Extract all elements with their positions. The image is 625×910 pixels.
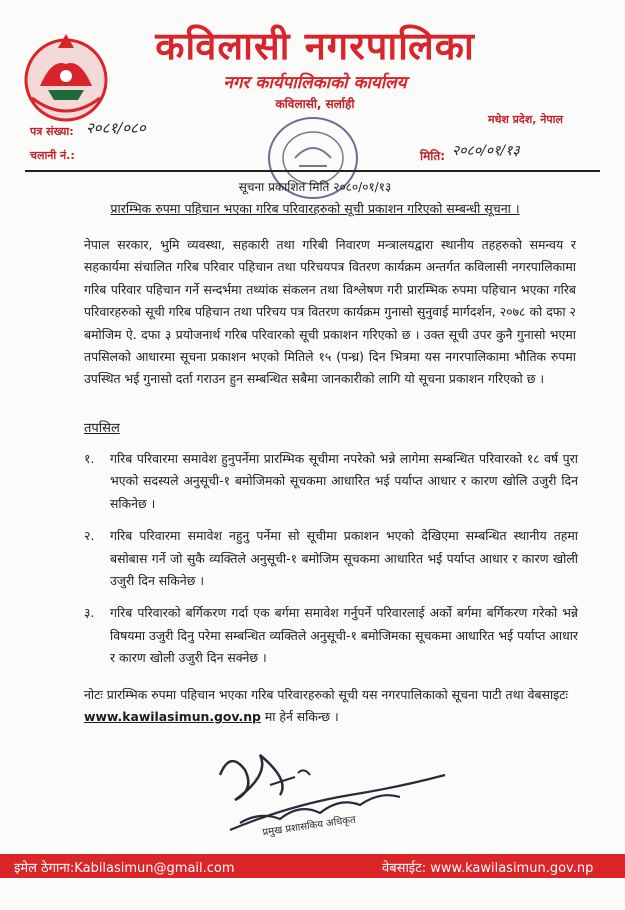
- list-item: [84, 448, 578, 515]
- footer-email[interactable]: इमेल ठेगाना:Kabilasimun@gmail.com: [14, 861, 235, 876]
- letter-number-label: पत्र संख्या:: [30, 125, 74, 138]
- letter-number-value: २०८१/०८०: [86, 119, 146, 137]
- item-number: ३.: [84, 605, 95, 621]
- note-paragraph: [84, 684, 574, 729]
- dispatch-number-label: चलानी नं.:: [30, 149, 75, 162]
- notice-heading: प्रारम्भिक रुपमा पहिचान भएका गरिब परिवारहरुको सूची प्रकाशन गरिएको सम्बन्धी सूचना ।: [110, 201, 520, 216]
- notice-paragraph: नेपाल सरकार, भुमि व्यवस्था, सहकारी तथा गरिबी निवारण मन्त्रालयद्वारा स्थानीय तहहरुको समन्वय र सहकार्यमा संचालित गरिब परिवार पहिचान तथा परिचयपत्र वितरण कार्यक्रम अन्तर्गत कविलासी नगरपालिकामा गरिब परिवार पहिचान गर्ने सन्दर्भमा तथ्यांक संकलन तथा विश्लेषण गरी प्रारम्भिक रुपमा पहिचान भएका गरिब परिवारहरुको सूची गरिब पहिचान तथा परिचय पत्र वितरण कार्यक्रम गुनासो सुनुवाई मार्गदर्शन, २०७८ को दफा २ बमोजिम ऐ. दफा ३ प्रयोजनार्थ गरिब परिवारको सूची प्रकाशन गरिएको छ । उक्त सूची उपर कुनै गुनासो भएमा तपसिलको आधारमा सूचना प्रकाशन भएको मितिले १५ (पन्ध्र) दिन भित्रमा यस नगरपालिकामा भौतिक रुपमा उपस्थित भई गुनासो दर्ता गराउन हुन सम्बन्धित सबैमा जानकारीको लागि यो सूचना प्रकाशन गरिएको छ ।: [84, 237, 576, 387]
- note-suffix: मा हेर्न सकिन्छ ।: [260, 709, 339, 725]
- date-label: मिति:: [420, 149, 446, 163]
- date-value: २०८०/०१/१३: [452, 143, 520, 159]
- item-number: २.: [84, 528, 95, 544]
- office-subtitle: नगर कार्यपालिकाको कार्यालय: [223, 73, 407, 93]
- nepal-emblem-icon: [18, 28, 114, 126]
- signatory-title: प्रमुख प्रशासकिय अधिकृत: [261, 814, 357, 839]
- item-number: १.: [84, 451, 95, 466]
- list-item: [84, 525, 578, 592]
- municipality-title: कविलासी नगरपालिका: [155, 24, 475, 68]
- province-text: मधेश प्रदेश, नेपाल: [488, 113, 563, 126]
- item-text: गरिब परिवारमा समावेश नहुनु पर्नेमा सो सूचीमा प्रकाशन भएको देखिएमा सम्बन्धित स्थानीय तहमा बसोबास गर्ने जो सुकै व्यक्तिले अनुसूची-१ बमोजिम सूचकमा आधारित भई पर्याप्त आधार र कारण खोली उजुरी दिन सकिनेछ ।: [110, 528, 578, 589]
- details-list: [84, 448, 578, 680]
- note-text: नोटः प्रारम्भिक रुपमा पहिचान भएका गरिब परिवारहरुको सूची यस नगरपालिकाको सूचना पाटी तथा वेबसाइटः: [84, 687, 569, 702]
- notice-published-date: सूचना प्रकाशित मिति २०८०/०१/१३: [238, 180, 392, 194]
- note-website-link[interactable]: www.kawilasimun.gov.np: [84, 709, 261, 725]
- list-item: [84, 602, 578, 669]
- item-text: गरिब परिवारमा समावेश हुनुपर्नेमा प्रारम्भिक सूचीमा नपरेको भन्ने लागेमा सम्बन्धित परिवारको १८ वर्ष पुरा भएको सदस्यले अनुसूची-१ बमोजिमको सूचकमा आधारित भई पर्याप्त आधार र कारण खोलि उजुरी दिन सकिनेछ ।: [110, 451, 578, 511]
- header-divider: [25, 170, 600, 172]
- footer-website[interactable]: वेबसाईट: www.kawilasimun.gov.np: [382, 861, 594, 876]
- handwritten-signature: [200, 745, 460, 845]
- details-heading: तपसिल: [84, 421, 120, 436]
- item-text: गरिब परिवारको बर्गिकरण गर्दा एक बर्गमा समावेश गर्नुपर्ने परिवारलाई अर्को बर्गमा बर्गिकरण गरेको भन्ने विषयमा उजुरी दिनु परेमा सम्बन्धित व्यक्तिले अनुसूची-१ बमोजिमका सूचकमा आधारित भई पर्याप्त आधार र कारण खोली उजुरी दिन सक्नेछ ।: [110, 605, 578, 666]
- office-location: कविलासी, सर्लाही: [275, 97, 355, 111]
